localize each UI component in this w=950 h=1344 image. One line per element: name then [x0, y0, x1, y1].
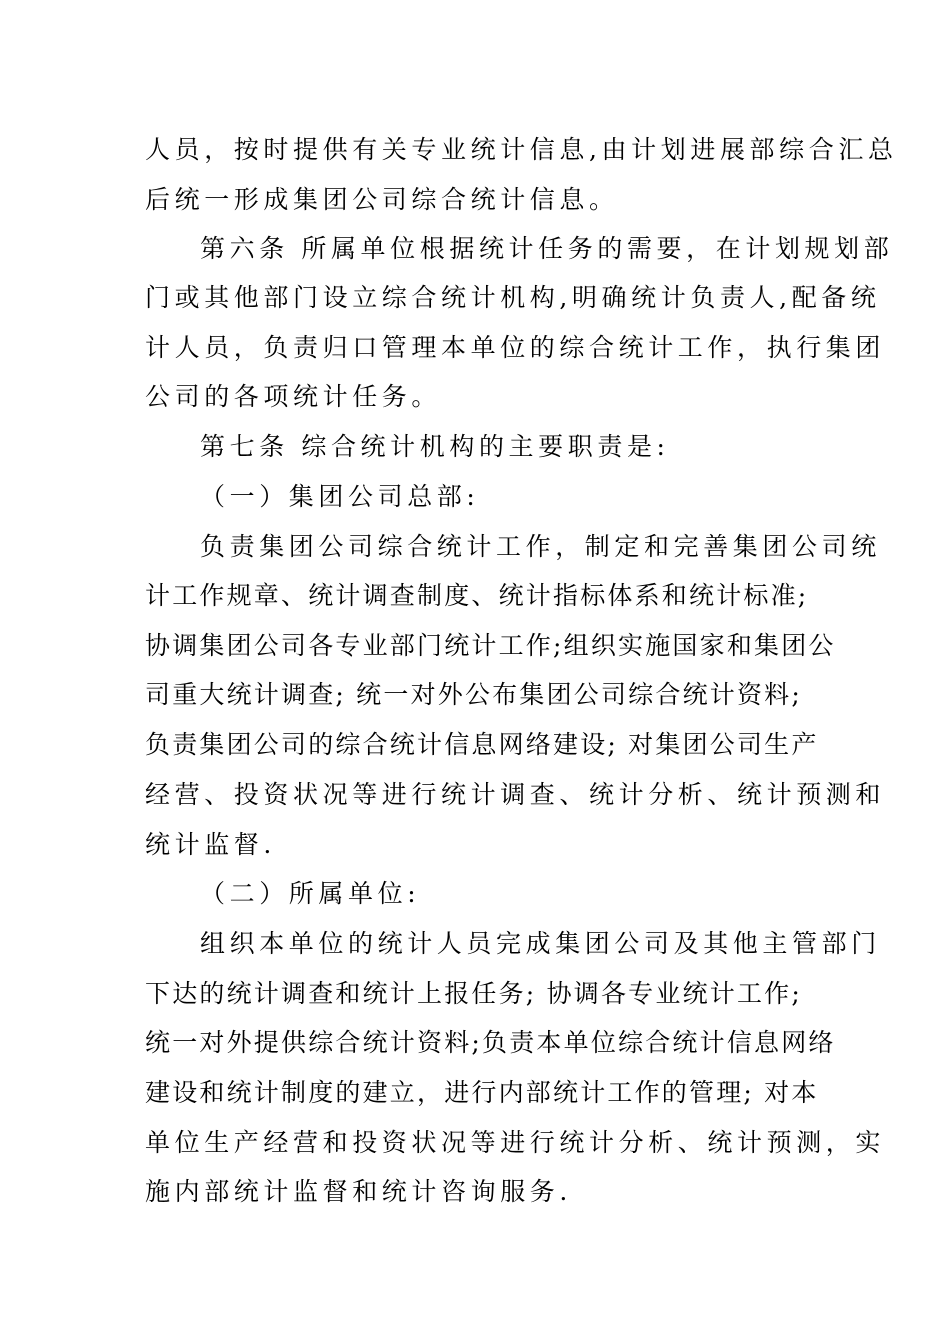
text-line: 公司的各项统计任务。 [145, 382, 442, 411]
text-line: 计人员，负责归口管理本单位的综合统计工作，执行集团 [145, 333, 886, 362]
text-line: 人员，按时提供有关专业统计信息,由计划进展部综合汇总 [145, 135, 898, 164]
text-line: 司重大统计调查; 统一对外公布集团公司综合统计资料; [145, 680, 802, 709]
text-line: 经营、投资状况等进行统计调查、统计分析、统计预测和 [145, 780, 886, 809]
text-line: 负责集团公司的综合统计信息网络建设; 对集团公司生产 [145, 730, 819, 759]
text-line: 统一对外提供综合统计资料;负责本单位综合统计信息网络 [145, 1028, 836, 1057]
text-line: 单位生产经营和投资状况等进行统计分析、统计预测，实 [145, 1128, 886, 1157]
text-line: 统计监督. [145, 830, 276, 859]
article-6-heading-line: 第六条 所属单位根据统计任务的需要，在计划规划部 [200, 234, 894, 263]
text-line: 下达的统计调查和统计上报任务; 协调各专业统计工作; [145, 979, 802, 1008]
text-line: 施内部统计监督和统计咨询服务. [145, 1177, 572, 1206]
text-line: 后统一形成集团公司综合统计信息。 [145, 185, 619, 214]
text-line: 建设和统计制度的建立，进行内部统计工作的管理; 对本 [145, 1078, 819, 1107]
article-7-heading-line: 第七条 综合统计机构的主要职责是: [200, 432, 670, 461]
text-line: 门或其他部门设立综合统计机构,明确统计负责人,配备统 [145, 283, 881, 312]
text-line: 协调集团公司各专业部门统计工作;组织实施国家和集团公 [145, 631, 836, 660]
text-line: 组织本单位的统计人员完成集团公司及其他主管部门 [200, 929, 881, 958]
text-line: 负责集团公司综合统计工作，制定和完善集团公司统 [200, 532, 881, 561]
text-line: 计工作规章、统计调查制度、统计指标体系和统计标准; [145, 581, 809, 610]
section-2-heading: （二）所属单位: [200, 879, 421, 908]
section-1-heading: （一）集团公司总部: [200, 482, 480, 511]
